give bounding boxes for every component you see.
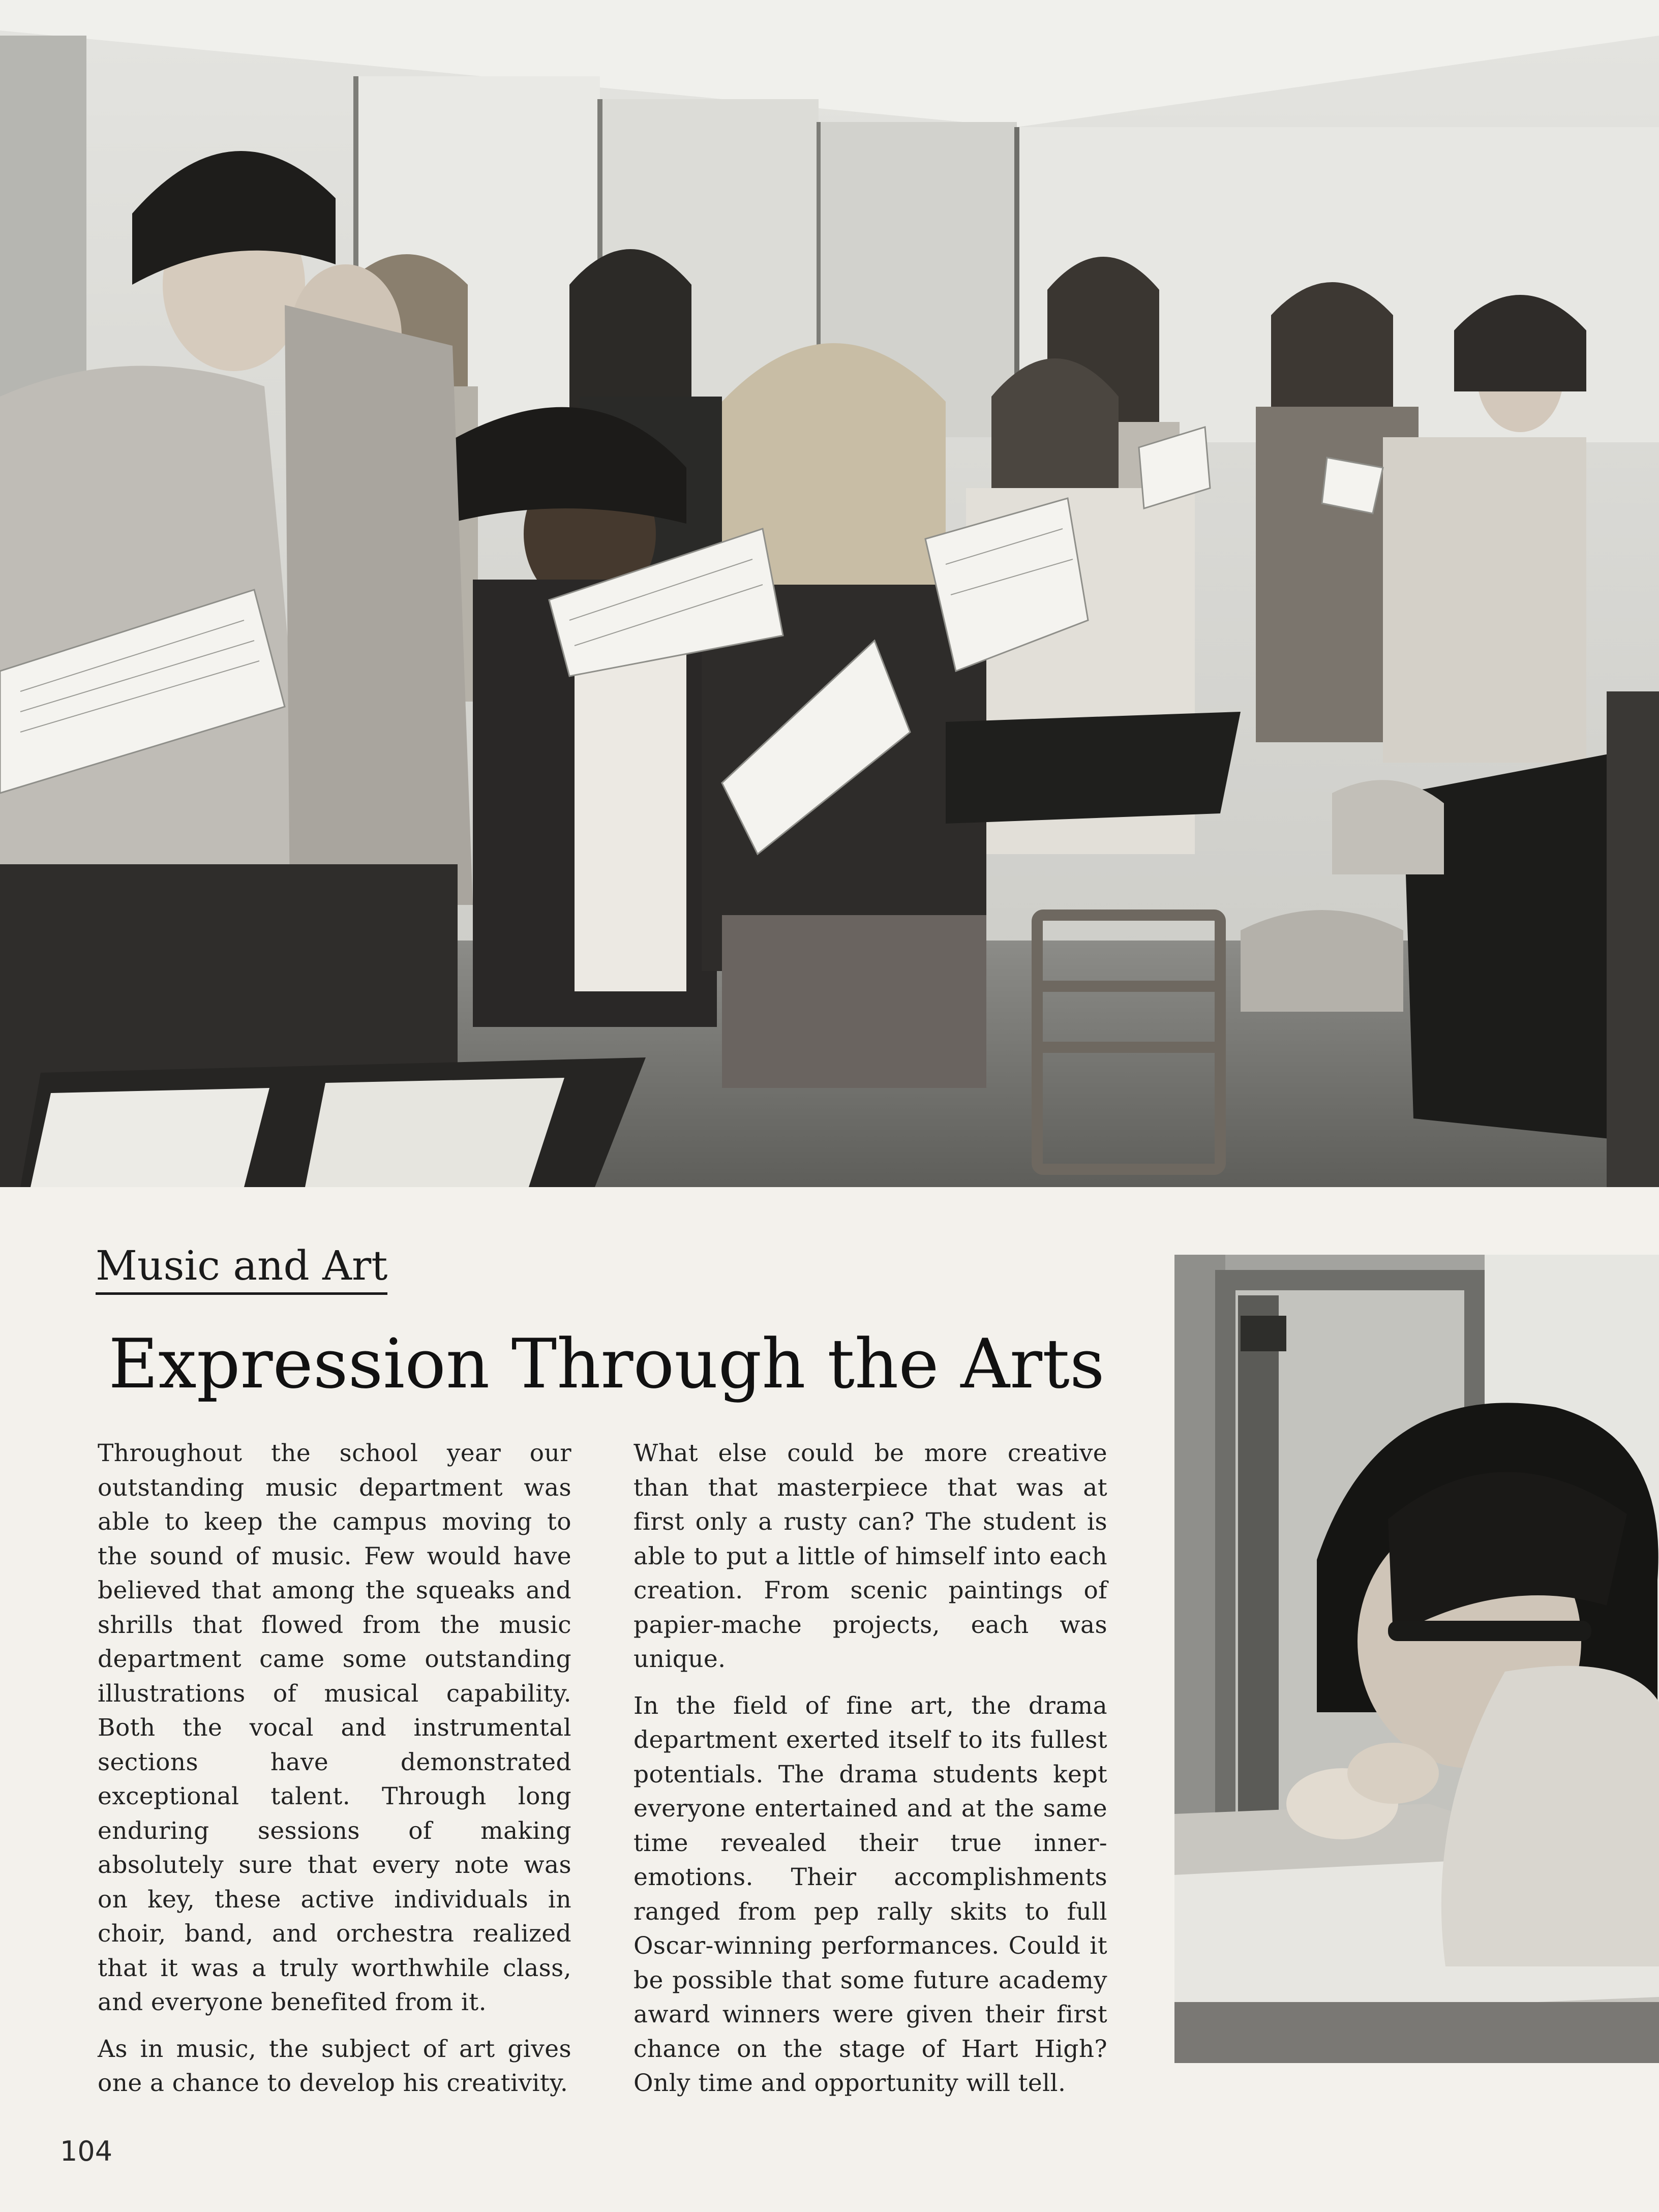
art-student-photo xyxy=(1174,1255,1659,2063)
section-label: Music and Art xyxy=(96,1245,387,1295)
paragraph: What else could be more creative than that masterpiece that was at first only a rusty can? The student is able to put a little of himself into each creation. From scenic paintings of papier-mache projects, each was unique. xyxy=(634,1439,1107,1673)
paragraph: In the field of fine art, the drama department exerted itself to its fullest potentials. The drama students kept everyone entertained and at the same time revealed their true inner-emotions. Their accomplishments ranged from pep rally skits to full Oscar-winning performances. Could it be possible that some future academy award winners were given their first chance on the stage of Hart High? Only time and opportunity will tell. xyxy=(634,1691,1107,2097)
page-title: Expression Through the Arts xyxy=(108,1324,1105,1404)
paragraph: Throughout the school year our outstanding music department was able to keep the campus moving to the sound of music. Few would have believed that among the squeaks and shrills that flowed from the music department came some outstanding illustrations of musical capability. Both the vocal and instrumental sections have demonstrated exceptional talent. Through long enduring sessions of making absolutely sure that every note was on key, these active individuals in choir, band, and orchestra realized that it was a truly worthwhile class, and everyone benefited from it. xyxy=(98,1439,571,2016)
page-number: 104 xyxy=(60,2135,113,2167)
body-column-left xyxy=(98,1436,571,2113)
body-column-right xyxy=(634,1436,1107,2113)
paragraph: As in music, the subject of art gives one a chance to develop his creativity. xyxy=(98,2035,571,2097)
